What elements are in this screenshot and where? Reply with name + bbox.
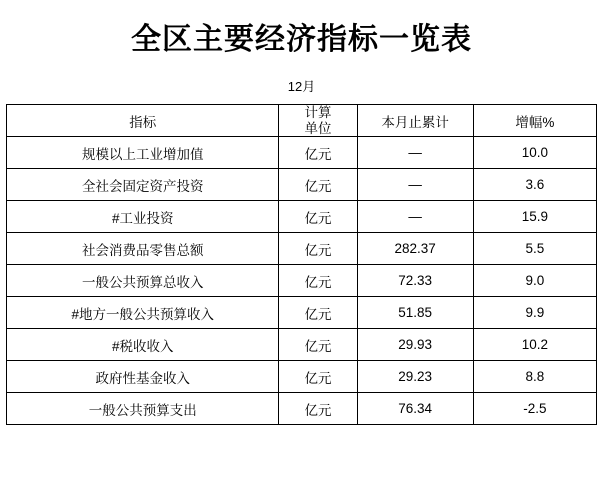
cell-unit: 亿元 <box>279 265 357 297</box>
cell-growth: 9.0 <box>473 265 596 297</box>
cell-indicator: #工业投资 <box>7 201 279 233</box>
cell-growth: 8.8 <box>473 361 596 393</box>
table-row <box>7 201 597 233</box>
cell-growth: 15.9 <box>473 201 596 233</box>
cell-cumulative: — <box>357 201 473 233</box>
table-row <box>7 169 597 201</box>
table-row <box>7 361 597 393</box>
cell-unit: 亿元 <box>279 137 357 169</box>
column-header-unit <box>279 105 357 137</box>
cell-indicator: #地方一般公共预算收入 <box>7 297 279 329</box>
cell-growth: 9.9 <box>473 297 596 329</box>
cell-cumulative: 76.34 <box>357 393 473 425</box>
cell-indicator: 政府性基金收入 <box>7 361 279 393</box>
table-row <box>7 329 597 361</box>
cell-unit: 亿元 <box>279 297 357 329</box>
cell-unit: 亿元 <box>279 201 357 233</box>
cell-growth: 10.2 <box>473 329 596 361</box>
cell-cumulative: 51.85 <box>357 297 473 329</box>
column-header-unit-line1: 计算 <box>304 105 332 120</box>
cell-indicator: #税收收入 <box>7 329 279 361</box>
table-body <box>7 137 597 425</box>
cell-unit: 亿元 <box>279 393 357 425</box>
cell-indicator: 社会消费品零售总额 <box>7 233 279 265</box>
cell-cumulative: 29.93 <box>357 329 473 361</box>
column-header-indicator: 指标 <box>7 105 279 137</box>
column-header-unit-line2: 单位 <box>304 120 332 136</box>
page-title: 全区主要经济指标一览表 <box>131 23 472 56</box>
cell-cumulative: 29.23 <box>357 361 473 393</box>
cell-growth: 5.5 <box>473 233 596 265</box>
column-header-growth: 增幅% <box>473 105 596 137</box>
table-row <box>7 137 597 169</box>
cell-indicator: 一般公共预算支出 <box>7 393 279 425</box>
cell-unit: 亿元 <box>279 361 357 393</box>
cell-growth: 10.0 <box>473 137 596 169</box>
cell-cumulative: — <box>357 137 473 169</box>
cell-indicator: 规模以上工业增加值 <box>7 137 279 169</box>
cell-unit: 亿元 <box>279 233 357 265</box>
report-period: 12月 <box>287 79 316 94</box>
cell-growth: -2.5 <box>473 393 596 425</box>
cell-unit: 亿元 <box>279 329 357 361</box>
cell-indicator: 全社会固定资产投资 <box>7 169 279 201</box>
cell-cumulative: 282.37 <box>357 233 473 265</box>
column-header-cumulative: 本月止累计 <box>357 105 473 137</box>
cell-unit: 亿元 <box>279 169 357 201</box>
cell-cumulative: 72.33 <box>357 265 473 297</box>
cell-growth: 3.6 <box>473 169 596 201</box>
table-row <box>7 265 597 297</box>
cell-cumulative: — <box>357 169 473 201</box>
cell-indicator: 一般公共预算总收入 <box>7 265 279 297</box>
header-row <box>7 105 597 137</box>
economic-indicators-table <box>6 104 597 425</box>
table-row <box>7 393 597 425</box>
table-row <box>7 297 597 329</box>
table-row <box>7 233 597 265</box>
table-header <box>7 105 597 137</box>
